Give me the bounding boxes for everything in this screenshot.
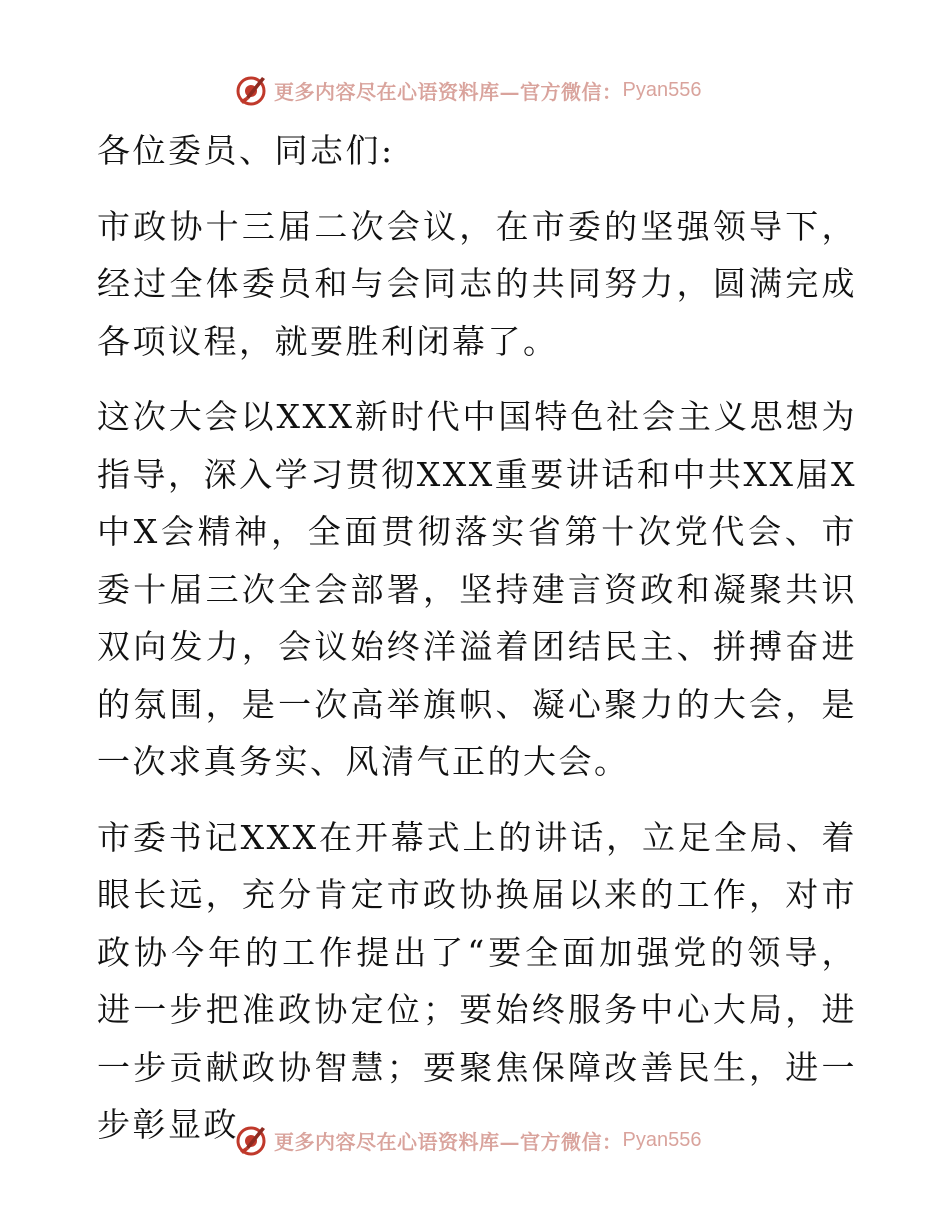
quill-seal-logo-icon [234,73,268,107]
header-watermark-banner [234,72,701,108]
document-body [97,122,857,1172]
footer-watermark-text: 更多内容尽在心语资料库—官方微信： [274,1129,623,1154]
footer-watermark-handle: Pyan556 [622,1128,702,1151]
header-watermark-text: 更多内容尽在心语资料库—官方微信： [274,79,623,104]
paragraph-2: 这次大会以XXX新时代中国特色社会主义思想为指导，深入学习贯彻XXX重要讲话和中共XX届X中X会精神，全面贯彻落实省第十次党代会、市委十届三次全会部署，坚持建言资政和凝聚共识双向发力，会议始终洋溢着团结民主、拼搏奋进的氛围，是一次高举旗帜、凝心聚力的大会，是一次求真务实、风清气正的大会。 [97,397,857,781]
footer-watermark-banner [234,1122,701,1158]
greeting: 各位委员、同志们: [97,131,395,170]
quill-seal-logo-icon [234,1123,268,1157]
paragraph-1: 市政协十三届二次会议，在市委的坚强领导下，经过全体委员和与会同志的共同努力，圆满完成各项议程，就要胜利闭幕了。 [97,206,857,361]
paragraph-3: 市委书记XXX在开幕式上的讲话，立足全局、着眼长远，充分肯定市政协换届以来的工作，对市政协今年的工作提出了“要全面加强党的领导，进一步把准政协定位；要始终服务中心大局，进一步贡献政协智慧；要聚焦保障改善民生，进一步彰显政 [97,817,857,1144]
header-watermark-handle: Pyan556 [622,78,702,101]
